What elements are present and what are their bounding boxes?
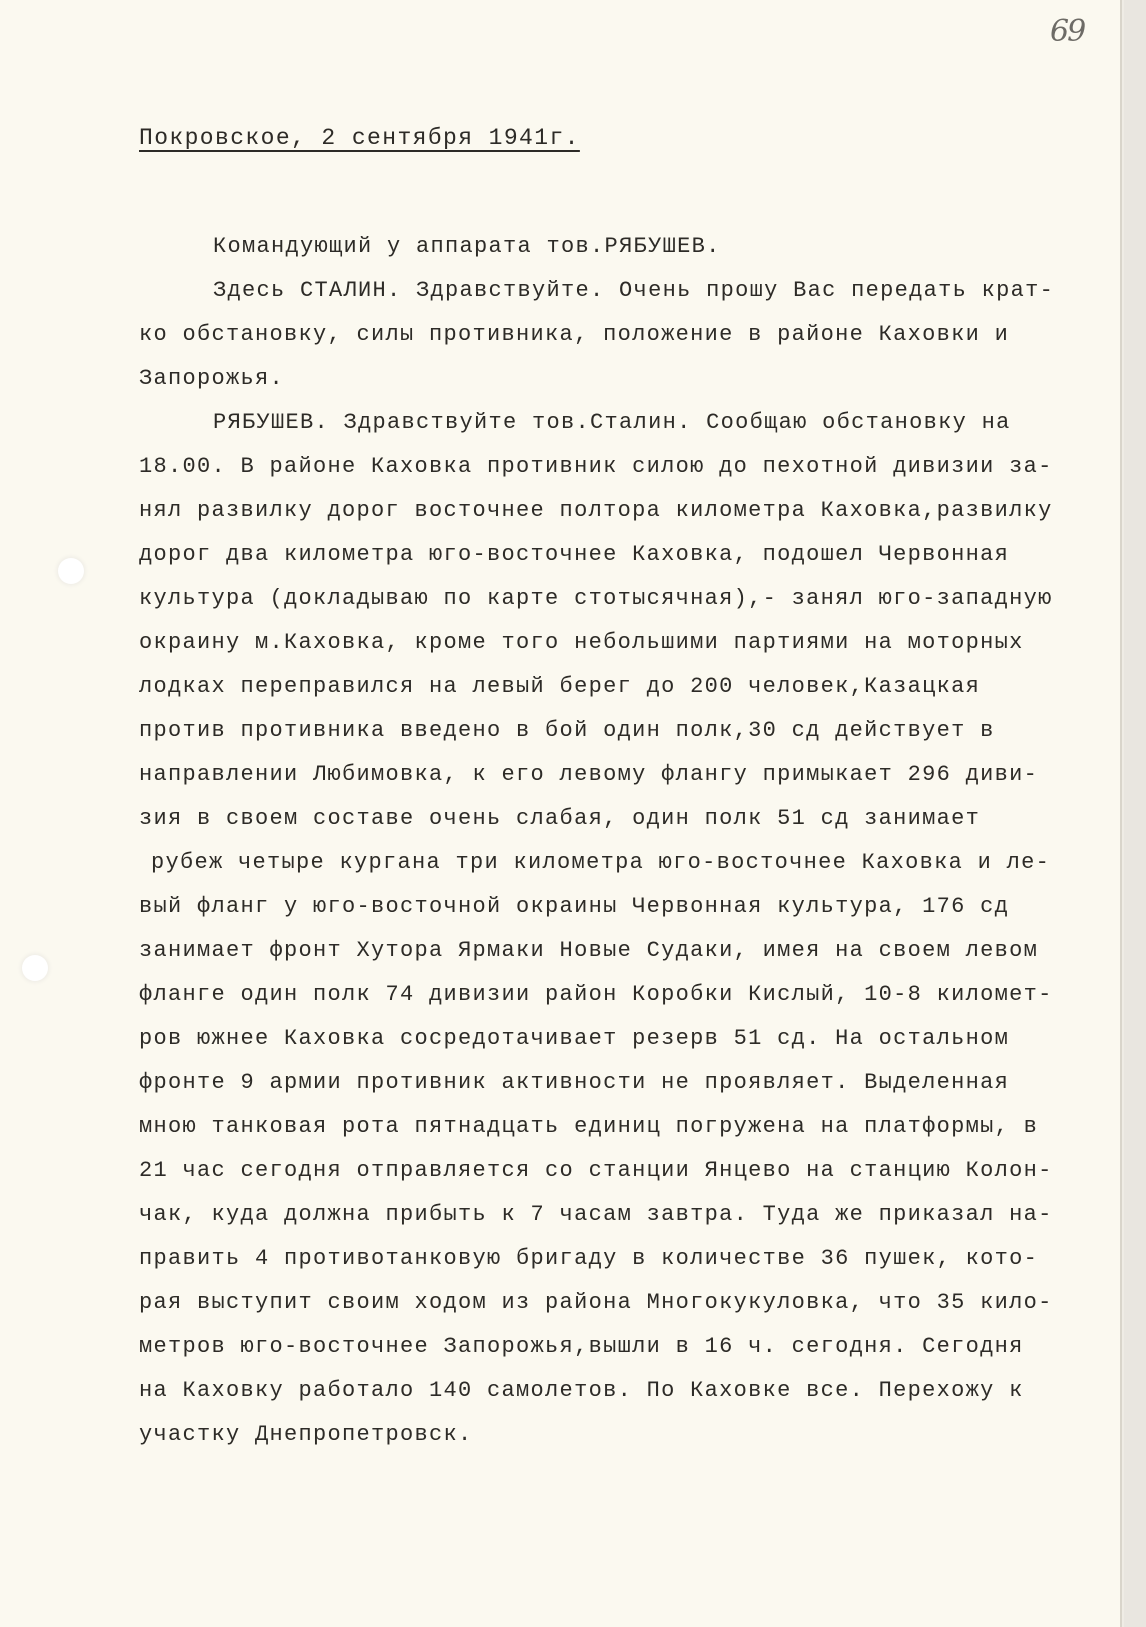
text-line: фланге один полк 74 дивизии район Коробки Кислый, 10-8 километ- (139, 982, 1053, 1007)
text-line: на Каховку работало 140 самолетов. По Каховке все. Перехожу к (139, 1378, 1024, 1403)
text-line: занимает фронт Хутора Ярмаки Новые Судаки, имея на своем левом (139, 938, 1039, 963)
text-line: Здесь СТАЛИН. Здравствуйте. Очень прошу Вас передать крат- (213, 278, 1055, 303)
text-line: против противника введено в бой один полк,30 сд действует в (139, 718, 995, 743)
text-line: ров южнее Каховка сосредотачивает резерв 51 сд. На остальном (139, 1026, 1010, 1051)
text-line: лодках переправился на левый берег до 200 человек,Казацкая (139, 674, 981, 699)
text-line: мною танковая рота пятнадцать единиц погружена на платформы, в (139, 1114, 1039, 1139)
text-line: окраину м.Каховка, кроме того небольшими партиями на моторных (139, 630, 1024, 655)
text-line: чак, куда должна прибыть к 7 часам завтра. Туда же приказал на- (139, 1202, 1053, 1227)
punch-hole (58, 558, 84, 584)
punch-hole (22, 955, 48, 981)
page-number: 69 (1050, 14, 1085, 49)
text-line: 18.00. В районе Каховка противник силою до пехотной дивизии за- (139, 454, 1053, 479)
text-line: 21 час сегодня отправляется со станции Янцево на станцию Колон- (139, 1158, 1053, 1183)
text-line: зия в своем составе очень слабая, один полк 51 сд занимает (139, 806, 981, 831)
text-line: участку Днепропетровск. (139, 1422, 473, 1447)
text-line: рубеж четыре кургана три километра юго-восточнее Каховка и ле- (151, 850, 1051, 875)
text-line: ко обстановку, силы противника, положение в районе Каховки и (139, 322, 1010, 347)
text-line: Командующий у аппарата тов.РЯБУШЕВ. (213, 234, 721, 259)
document-body (139, 225, 1079, 1457)
text-line: дорог два километра юго-восточнее Каховка, подошел Червонная (139, 542, 1010, 567)
place-date-heading: Покровское, 2 сентября 1941г. (139, 125, 580, 151)
text-line: Запорожья. (139, 366, 285, 391)
text-line: направлении Любимовка, к его левому флангу примыкает 296 диви- (139, 762, 1039, 787)
text-line: культура (докладываю по карте стотысячная),- занял юго-западную (139, 586, 1053, 611)
text-line: нял развилку дорог восточнее полтора километра Каховка,развилку (139, 498, 1053, 523)
text-line: вый фланг у юго-восточной окраины Червонная культура, 176 сд (139, 894, 1010, 919)
text-line: рая выступит своим ходом из района Многокукуловка, что 35 кило- (139, 1290, 1053, 1315)
text-line: РЯБУШЕВ. Здравствуйте тов.Сталин. Сообщаю обстановку на (213, 410, 1011, 435)
text-line: метров юго-восточнее Запорожья,вышли в 16 ч. сегодня. Сегодня (139, 1334, 1024, 1359)
text-line: фронте 9 армии противник активности не проявляет. Выделенная (139, 1070, 1010, 1095)
text-line: править 4 противотанковую бригаду в количестве 36 пушек, кото- (139, 1246, 1039, 1271)
